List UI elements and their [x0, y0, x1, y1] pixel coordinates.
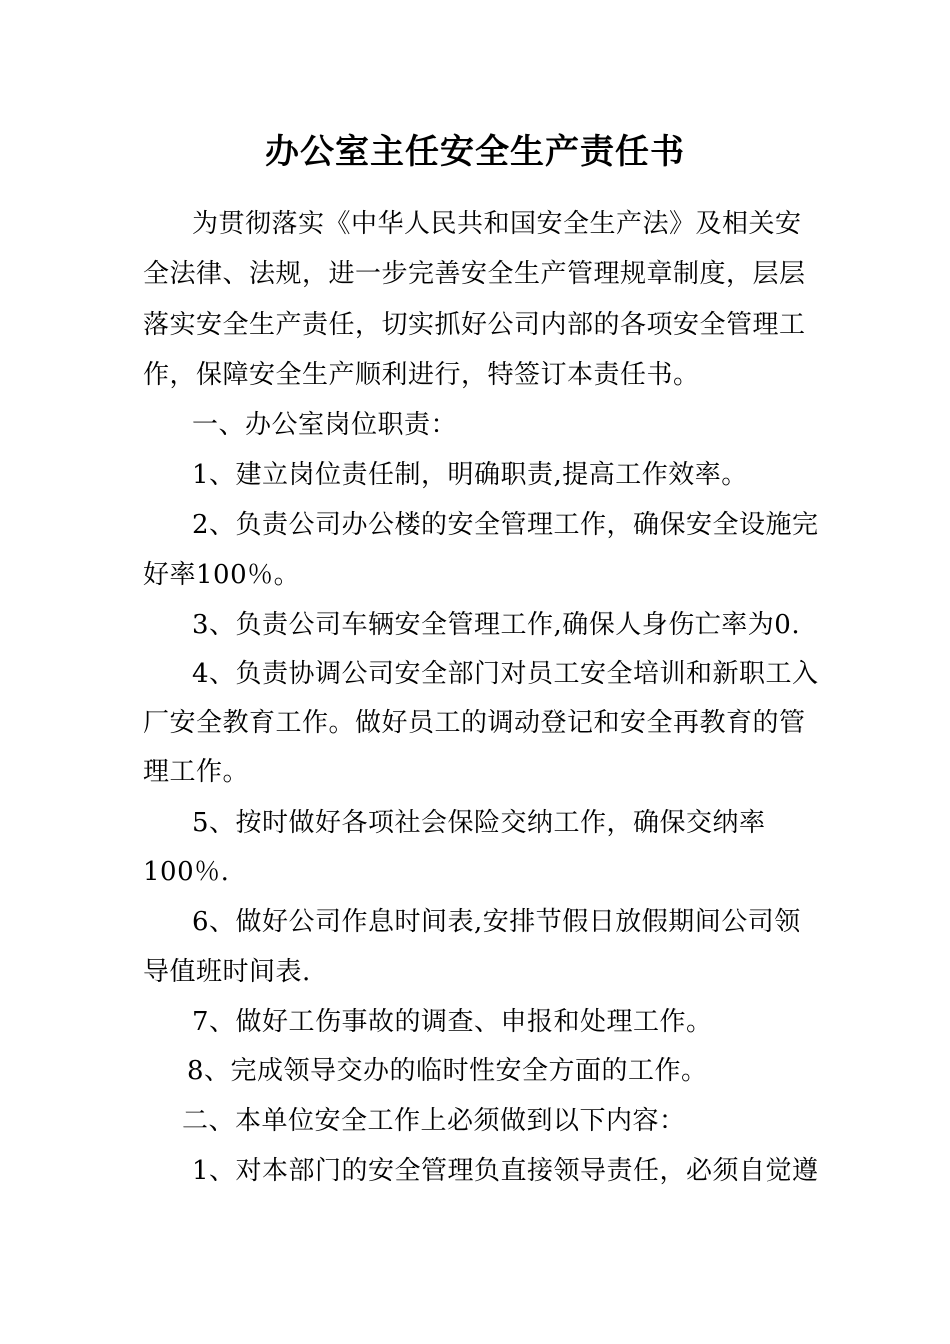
document-title: 办公室主任安全生产责任书	[265, 132, 685, 172]
section-heading: 一、办公室岗位职责：	[192, 410, 458, 440]
list-item: 6、做好公司作息时间表,安排节假日放假期间公司领	[192, 907, 801, 937]
list-item: 5、按时做好各项社会保险交纳工作，确保交纳率	[192, 808, 766, 838]
body-line: 为贯彻落实《中华人民共和国安全生产法》及相关安	[192, 209, 802, 239]
body-line: 落实安全生产责任，切实抓好公司内部的各项安全管理工	[143, 310, 806, 340]
section-heading: 二、本单位安全工作上必须做到以下内容：	[182, 1106, 686, 1136]
list-item-continuation: 好率100％。	[143, 560, 301, 590]
list-item-continuation: 理工作。	[143, 757, 250, 787]
list-item-continuation: 100％.	[143, 857, 230, 887]
list-item: 2、负责公司办公楼的安全管理工作，确保安全设施完	[192, 510, 819, 540]
list-item: 4、负责协调公司安全部门对员工安全培训和新职工入	[192, 659, 819, 689]
list-item: 3、负责公司车辆安全管理工作,确保人身伤亡率为0.	[192, 610, 801, 640]
list-item-continuation: 厂安全教育工作。做好员工的调动登记和安全再教育的管	[143, 708, 806, 738]
list-item: 1、建立岗位责任制，明确职责,提高工作效率。	[192, 460, 748, 490]
list-item-continuation: 导值班时间表.	[143, 957, 311, 987]
list-item: 8、完成领导交办的临时性安全方面的工作。	[187, 1056, 708, 1086]
body-line: 作，保障安全生产顺利进行，特签订本责任书。	[143, 360, 700, 390]
list-item: 7、做好工伤事故的调查、申报和处理工作。	[192, 1007, 713, 1037]
body-line: 全法律、法规，进一步完善安全生产管理规章制度，层层	[143, 259, 806, 289]
list-item: 1、对本部门的安全管理负直接领导责任，必须自觉遵	[192, 1156, 819, 1186]
